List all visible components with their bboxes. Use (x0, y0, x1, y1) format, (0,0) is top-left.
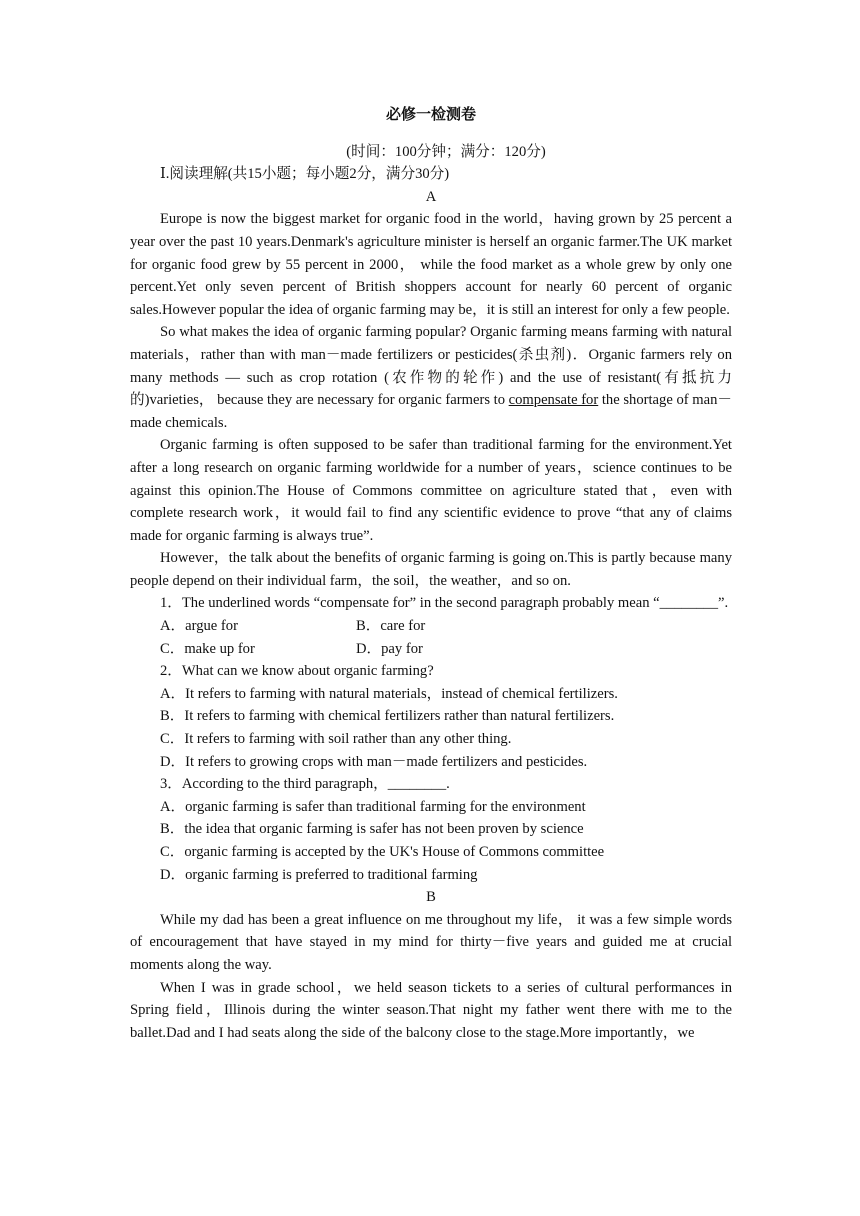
option-a: A．argue for (160, 618, 238, 635)
exam-page (130, 100, 732, 1044)
paragraph-text: So what makes the idea of organic farming popular? Organic farming means farming with natural materials，rather than with man－made fertilizers or pesticides(杀虫剂)．Organic farmers rely on many methods — such as crop rotation (农作物的轮作) and the use of resistant(有抵抗力的)varieties， because they are necessary for organic farmers to (130, 324, 732, 409)
question-1: 1．The underlined words “compensate for” in the second paragraph probably mean “________”. (160, 595, 729, 612)
passage-a-paragraph-4: However，the talk about the benefits of organic farming is going on.This is partly because many people depend on their individual farm，the soil，the weather，and so on. (130, 550, 732, 589)
page-title: 必修一检测卷 (385, 107, 476, 123)
section-heading: Ⅰ.阅读理解(共15小题；每小题2分，满分30分) (160, 166, 450, 183)
question-1-options-row-2 (130, 638, 732, 661)
option-c: C．It refers to farming with soil rather than any other thing. (160, 731, 512, 748)
option-c: C．make up for (160, 640, 255, 657)
option-c: C．organic farming is accepted by the UK's House of Commons committee (160, 844, 605, 860)
question-3: 3．According to the third paragraph，________. (160, 776, 450, 793)
option-d: D．pay for (356, 640, 423, 657)
option-a: A．It refers to farming with natural materials，instead of chemical fertilizers. (160, 685, 618, 702)
question-2: 2．What can we know about organic farming? (160, 663, 434, 680)
paragraph-text: the shortage of man－made chemicals. (130, 392, 732, 431)
passage-a-paragraph-3: Organic farming is often supposed to be safer than traditional farming for the environment.Yet after a long research on organic farming worldwide for a number of years，science continues to be against this opinion.The House of Commons committee on agriculture stated that，even with complete research work，it would fail to find any scientific evidence to prove “that any of claims made for organic farming is always true”. (130, 437, 732, 544)
underlined-phrase: compensate for (508, 392, 599, 409)
passage-a-paragraph-1: Europe is now the biggest market for organic food in the world，having grown by 25 percent a year over the past 10 years.Denmark's agriculture minister is herself an organic farmer.The UK market for organic food grew by 55 percent in 2000， while the food market as a whole grew by only one percent.Yet only seven percent of British shoppers account for nearly 60 percent of organic sales.However popular the idea of organic farming may be，it is still an interest for only a few people. (130, 211, 732, 318)
option-b: B．the idea that organic farming is safer has not been proven by science (160, 821, 584, 838)
passage-b-label: B (426, 889, 436, 906)
exam-subtitle: (时间：100分钟；满分：120分) (346, 143, 546, 160)
passage-b-paragraph-1: While my dad has been a great influence on me throughout my life， it was a few simple words of encouragement that have stayed in my mind for thirty－five years and guided me at crucial moments along the way. (130, 911, 732, 973)
passage-a-label: A (425, 188, 437, 205)
passage-a-paragraph-2 (130, 321, 732, 434)
question-1-options-row-1 (130, 615, 732, 638)
passage-b-paragraph-2: When I was in grade school，we held season tickets to a series of cultural performances in Spring field，Illinois during the winter season.That night my father went there with me to the ballet.Dad and I had seats along the side of the balcony close to the stage.More importantly，we (130, 979, 732, 1041)
option-a: A．organic farming is safer than traditional farming for the environment (160, 798, 586, 815)
option-b: B．care for (356, 618, 426, 635)
option-d: D．It refers to growing crops with man－made fertilizers and pesticides. (160, 753, 588, 770)
option-b: B．It refers to farming with chemical fertilizers rather than natural fertilizers. (160, 708, 615, 725)
option-d: D．organic farming is preferred to traditional farming (160, 866, 478, 883)
